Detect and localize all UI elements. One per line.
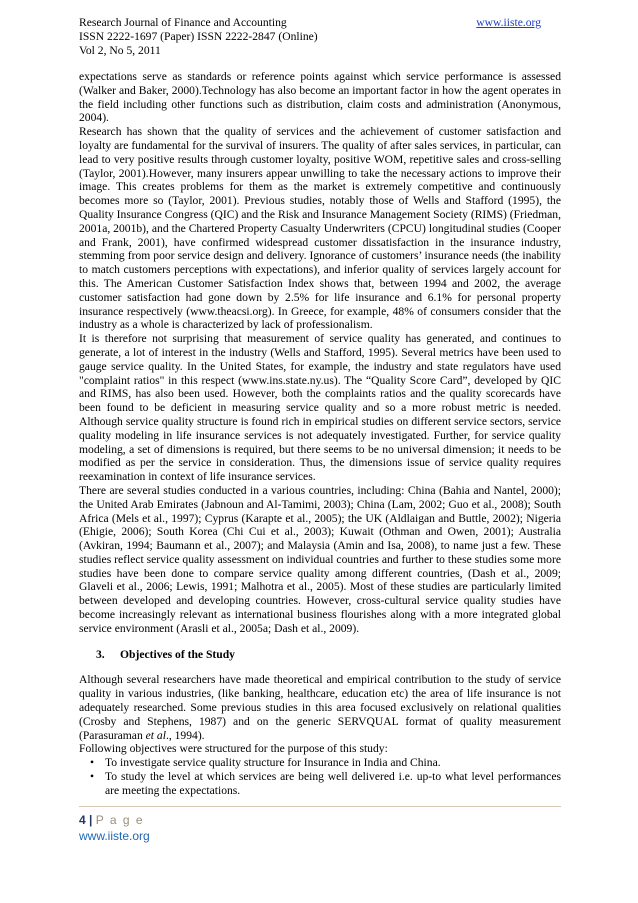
paragraph-expectations: expectations serve as standards or reference points against which service performance is assessed (Walker and Baker, 2000).Technology has also become an important factor in how the agent operates in the field including other functions such as distribution, claim costs and administration (Anonymous, 2004). (79, 70, 561, 125)
page-footer (79, 812, 150, 844)
page-header (79, 16, 561, 57)
article-body (79, 70, 561, 798)
section-number: 3. (96, 647, 105, 661)
list-item (79, 756, 561, 770)
paragraph-text-end: ., 1994). (165, 728, 205, 742)
list-item-text: To study the level at which services are being well delivered i.e. up-to what level performances are meeting the expectations. (105, 770, 561, 797)
footer-separator: | (89, 813, 93, 827)
issn-line: ISSN 2222-1697 (Paper) ISSN 2222-2847 (Online) (79, 29, 318, 43)
paragraph-objectives-background (79, 673, 561, 742)
section-heading (79, 648, 561, 662)
bullet-icon: • (90, 756, 95, 770)
objectives-list (79, 756, 561, 797)
list-item-text: To investigate service quality structure for Insurance in India and China. (105, 756, 441, 770)
page-number: 4 (79, 813, 86, 827)
paragraph-countries-studies: There are several studies conducted in a various countries, including: China (Bahia and Nantel, 2000); the United Arab Emirates (Jabnoun and Al-Tamimi, 2003); China (Lam, 2002; Guo et al., 2008); South Africa (Mels et al., 1997); Cyprus (Karapte et al., 2005); the UK (Aldlaigan and Buttle, 2002); Nigeria (Ehigie, 2006); South Korea (Chi Cui et al., 2003); Kuwait (Othman and Owen, 2001); Australia (Avkiran, 1994; Baumann et al., 2007); and Malaysia (Amin and Isa, 2008), to name just a few. These studies reflect service quality assessment on individual countries and further to these studies some more studies have been done to compare service quality among different countries, (Dash et al., 2009; Glaveli et al., 2006; Lewis, 1991; Malhotra et al., 2005). Most of these studies are particularly limited between developed and developing countries. However, cross-cultural service quality studies have become increasingly relevant as international business flourishes along with a more integrated global service environment (Arasli et al., 2005a; Dash et al., 2009). (79, 483, 561, 635)
paragraph-text: Although several researchers have made theoretical and empirical contribution to the study of service quality in various industries, (like banking, healthcare, education etc) the area of life insurance is not adequately researched. Some previous studies in this area focused exclusively on relational qualities (Crosby and Stephens, 1987) and on the generic SERVQUAL format of quality measurement (Parasuraman (79, 673, 561, 742)
italic-et-al: et al (145, 728, 166, 742)
journal-title: Research Journal of Finance and Accounting (79, 16, 287, 29)
volume-line: Vol 2, No 5, 2011 (79, 43, 161, 57)
paragraph-measurement: It is therefore not surprising that measurement of service quality has generated, and continues to generate, a lot of interest in the industry (Wells and Stafford, 1995). Several metrics have been used to gauge service quality. In the United States, for example, the industry and state regulators have used "complaint ratios" in this respect (www.ins.state.ny.us). The “Quality Score Card”, developed by QIC and RIMS, has also been used. However, both the complaints ratios and the quality scorecards have been found to be deficient in measuring service quality and so a more robust metric is needed. Although service quality structure is found rich in empirical studies on different service sectors, service quality modeling in life insurance services is not adequately investigated. Further, for service quality modeling, a set of dimensions is required, but there seems to be no universal dimension; it needs to be modified as per the service in consideration. Thus, the dimensions issue of service quality requires reexamination in context of life insurance services. (79, 332, 561, 484)
list-item (79, 770, 561, 798)
footer-divider (79, 806, 561, 807)
page-label: P a g e (95, 813, 145, 827)
footer-site-link[interactable]: www.iiste.org (79, 829, 150, 843)
section-title: Objectives of the Study (120, 647, 235, 661)
paragraph-research-shown: Research has shown that the quality of services and the achievement of customer satisfaction and loyalty are fundamental for the survival of insurers. The quality of after sales services, in particular, can lead to very positive results through customer loyalty, positive WOM, repetitive sales and cross-selling (Taylor, 2001).However, many insurers appear unwilling to take the necessary actions to improve their image. This creates problems for them as the market is extremely competitive and continuously becomes more so (Taylor, 2001). Previous studies, notably those of Wells and Stafford (1995), the Quality Insurance Congress (QIC) and the Risk and Insurance Management Society (RIMS) (Friedman, 2001a, 2001b), and the Chartered Property Casualty Underwriters (CPCU) longitudinal studies (Cooper and Frank, 2001), have confirmed widespread customer dissatisfaction in the insurance industry, stemming from poor service design and delivery. Ignorance of customers’ insurance needs (the inability to match customers perceptions with expectations), and inferior quality of services largely account for this. The American Customer Satisfaction Index shows that, between 1994 and 2002, the average customer satisfaction had gone down by 2.5% for life insurance and 6.1% for personal property insurance respectively (www.theacsi.org). In Greece, for example, 48% of consumers consider that the industry as a whole is characterized by lack of professionalism. (79, 125, 561, 332)
objectives-intro: Following objectives were structured for the purpose of this study: (79, 742, 388, 756)
bullet-icon: • (90, 770, 95, 784)
journal-url-link[interactable]: www.iiste.org (476, 16, 541, 29)
